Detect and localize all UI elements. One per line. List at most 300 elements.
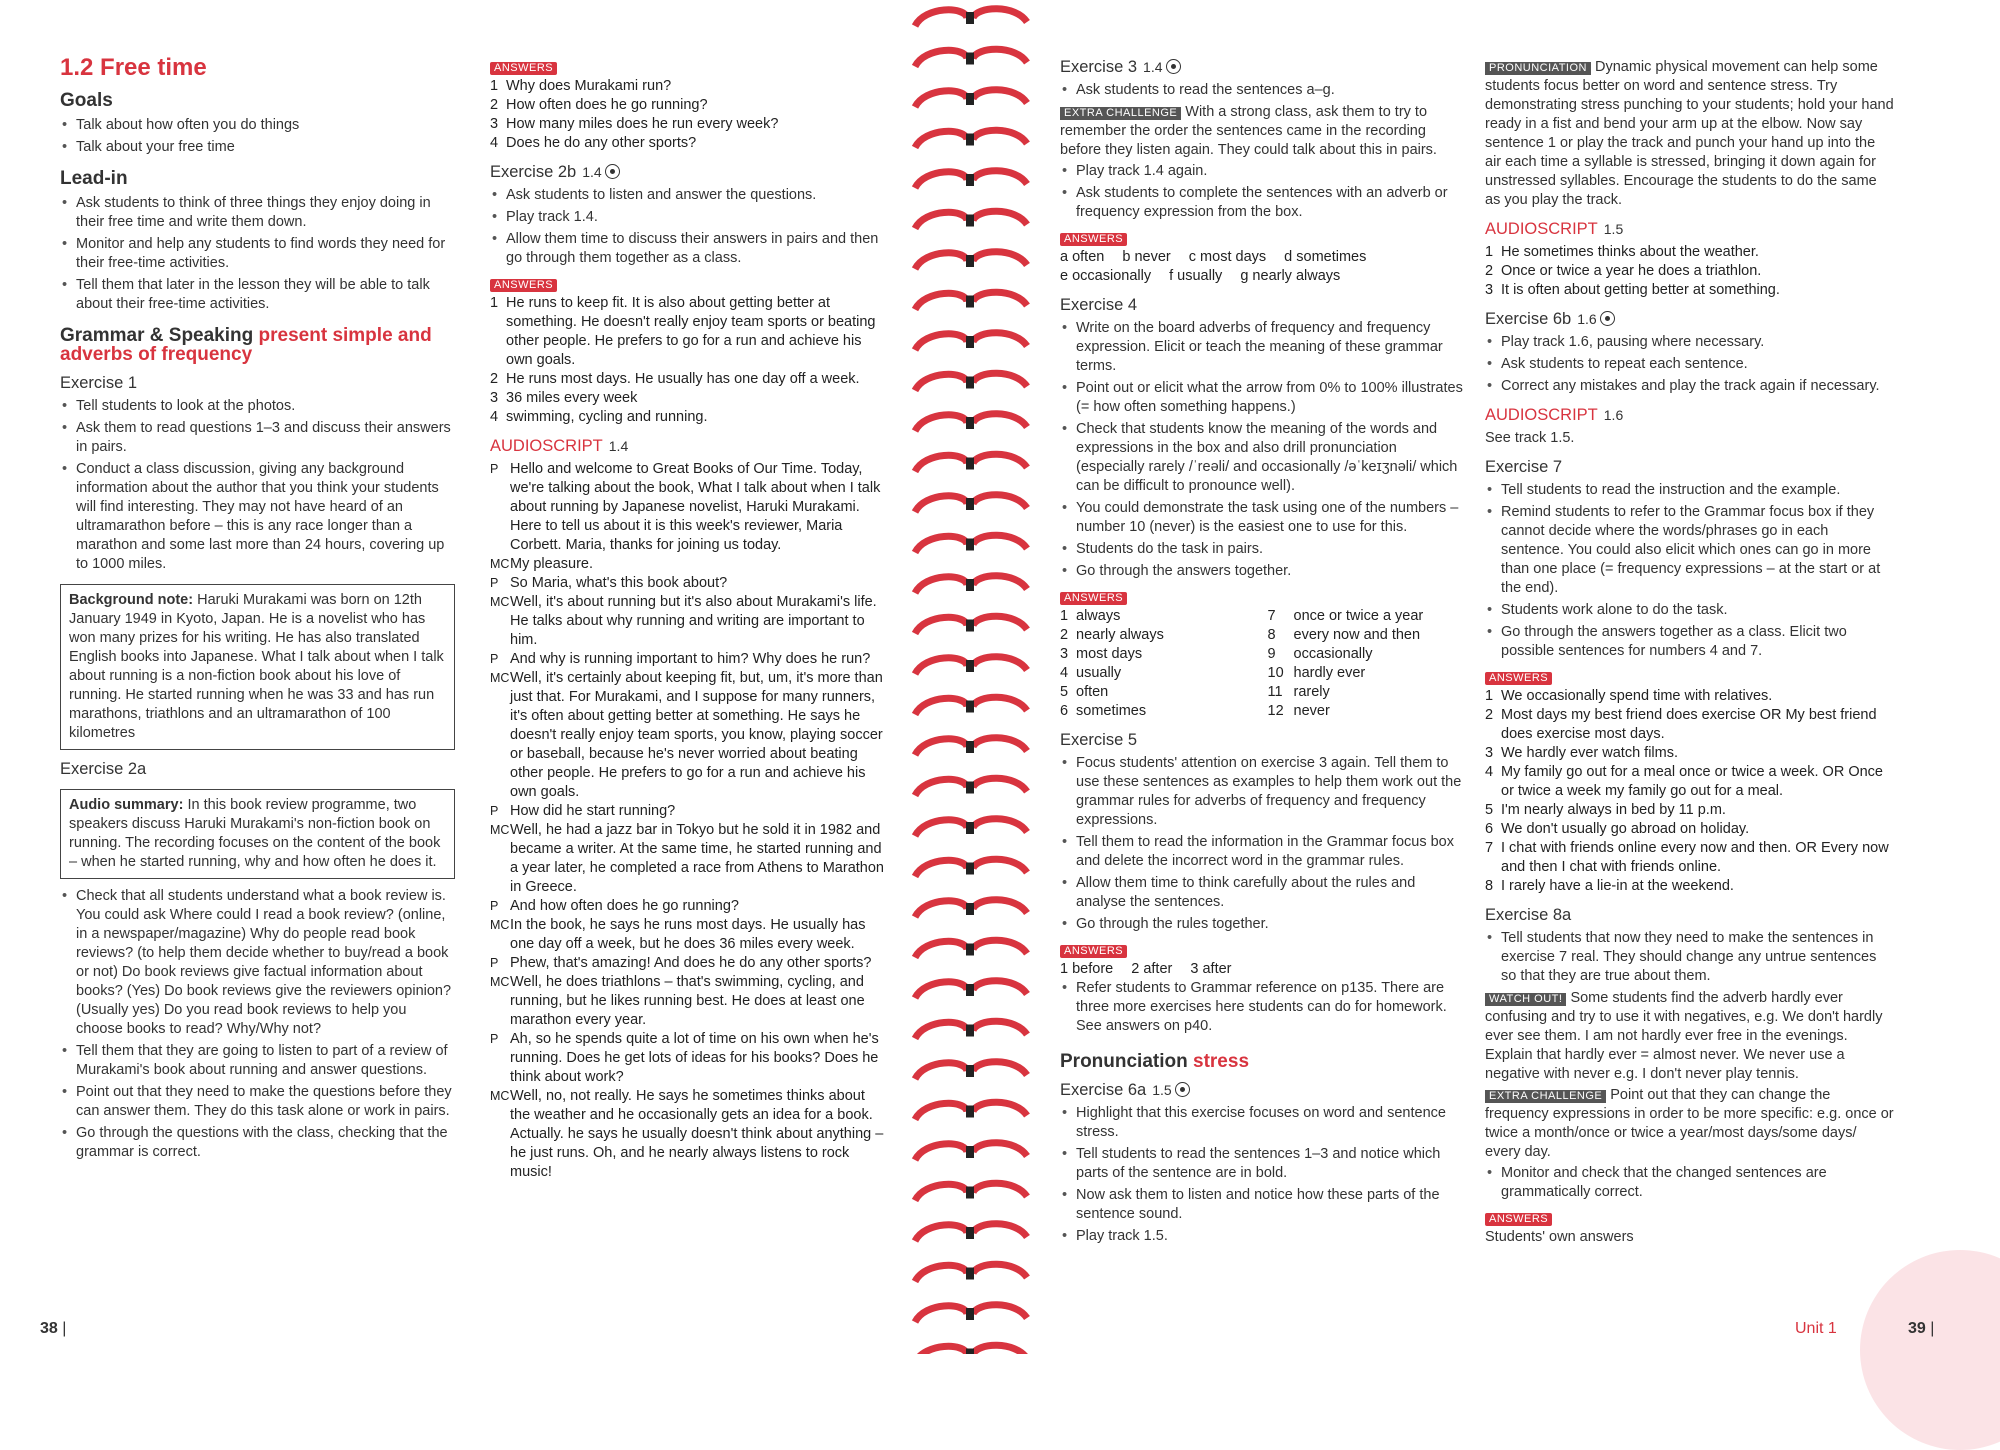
- spiral-hole: [966, 1025, 974, 1037]
- spiral-hole: [966, 741, 974, 753]
- spiral-hole: [966, 296, 974, 308]
- spiral-hole: [966, 1187, 974, 1199]
- spiral-hole: [966, 822, 974, 834]
- exercise-2b-list: [490, 186, 885, 268]
- exercise-3-list: [1060, 81, 1465, 100]
- audio-summary-label: Audio summary:: [69, 797, 184, 813]
- page-number-left: 38 |: [40, 1320, 67, 1337]
- goals-list: [60, 116, 455, 157]
- final-answer: Students' own answers: [1485, 1229, 1634, 1245]
- answer-item: 2 after: [1131, 961, 1173, 977]
- list-item: • Ask students to read the sentences a–g.: [1060, 81, 1465, 100]
- corner-decoration: [1860, 1250, 2000, 1450]
- audioscript-1-6-text: See track 1.5.: [1485, 430, 1575, 446]
- exercise-1-heading: Exercise 1: [60, 374, 138, 392]
- left-page-column-2: [490, 58, 885, 1182]
- section-title: 1.2 Free time: [60, 54, 207, 81]
- item-text: He runs most days. He usually has one day off a week.: [506, 371, 860, 387]
- track-number: 1.4: [608, 438, 629, 454]
- spiral-hole: [966, 215, 974, 227]
- spiral-hole: [966, 660, 974, 672]
- audio-disc-icon: [1175, 1082, 1190, 1097]
- item-text: Why does Murakami run?: [506, 78, 672, 94]
- grammar-topic: present simple and adverbs of frequency: [60, 325, 432, 365]
- exercise-6a-heading: [1060, 1081, 1465, 1100]
- track-number: 1.6: [1603, 407, 1624, 423]
- list-item: [1268, 683, 1466, 702]
- item-number: 5: [1060, 684, 1069, 700]
- spiral-hole: [966, 1349, 974, 1355]
- track-number: 1.6: [1577, 311, 1597, 327]
- exercise-4-list: [1060, 319, 1465, 581]
- spiral-hole: [966, 984, 974, 996]
- spiral-hole: [966, 377, 974, 389]
- grammar-speaking-label: Grammar & Speaking: [60, 325, 254, 346]
- line-text: Phew, that's amazing! And does he do any other sports?: [510, 955, 872, 971]
- item-text: Once or twice a year he does a triathlon.: [1501, 263, 1762, 279]
- list-item: • Highlight that this exercise focuses on word and sentence stress.: [1060, 1104, 1465, 1142]
- list-item: • Ask them to read questions 1–3 and discuss their answers in pairs.: [60, 419, 455, 457]
- audioscript-1-6-heading: [1485, 406, 1895, 425]
- speaker: MC: [490, 1089, 510, 1103]
- item-text: hardly ever: [1293, 665, 1366, 681]
- spiral-hole: [966, 863, 974, 875]
- exercise-2a-list: [60, 887, 455, 1162]
- answers-list: [490, 77, 885, 153]
- item-text: sometimes: [1076, 703, 1147, 719]
- item-number: 3: [1060, 646, 1069, 662]
- page-number-text: 38: [40, 1320, 58, 1337]
- list-item: [1485, 687, 1895, 706]
- list-item: • Focus students' attention on exercise 3 again. Tell them to use these sentences as examples to help them work out the grammar rules for adverbs of frequency and frequency expressions.: [1060, 754, 1465, 830]
- answers-tag: ANSWERS: [1060, 592, 1127, 605]
- item-text: I'm nearly always in bed by 11 p.m.: [1501, 802, 1726, 818]
- list-item: • Tell students that now they need to make the sentences in exercise 7 real. They should change any untrue sentences so that they are true about them.: [1485, 929, 1895, 986]
- exercise-3-answers-row-2: [1060, 267, 1465, 286]
- right-page-column-1: [1060, 58, 1465, 1249]
- list-item: [490, 115, 885, 134]
- script-line: [490, 650, 885, 669]
- spiral-hole: [966, 782, 974, 794]
- answer-item: a often: [1060, 249, 1105, 265]
- answer-item: b never: [1122, 249, 1171, 265]
- script-line: [490, 1087, 885, 1182]
- list-item: • Play track 1.4 again.: [1060, 162, 1465, 181]
- answers-tag: ANSWERS: [1485, 1213, 1552, 1226]
- list-item: • Correct any mistakes and play the track again if necessary.: [1485, 377, 1895, 396]
- footer-unit: Unit 1: [1795, 1320, 1837, 1337]
- spiral-hole: [966, 1146, 974, 1158]
- audio-summary-box: [60, 789, 455, 879]
- item-text: most days: [1076, 646, 1143, 662]
- item-text: Most days my best friend does exercise OR My best friend does exercise most days.: [1501, 707, 1877, 742]
- list-item: [1485, 262, 1895, 281]
- item-number: 11: [1267, 684, 1283, 700]
- exercise-5-after-list: [1060, 979, 1465, 1036]
- item-text: My family go out for a meal once or twice a week. OR Once or twice a week my family go out for a meal.: [1501, 764, 1883, 799]
- exercise-3-answers-row-1: [1060, 248, 1465, 267]
- list-item: • Play track 1.5.: [1060, 1227, 1465, 1246]
- item-text: How many miles does he run every week?: [506, 116, 779, 132]
- list-item: [1268, 645, 1466, 664]
- list-item: • Point out that they need to make the questions before they can answer them. They do this task alone or work in pairs.: [60, 1083, 455, 1121]
- list-item: [1485, 801, 1895, 820]
- item-text: every now and then: [1293, 627, 1421, 643]
- item-text: We occasionally spend time with relatives.: [1501, 688, 1773, 704]
- answer-item: c most days: [1188, 249, 1267, 265]
- exercise-1-list: [60, 397, 455, 574]
- line-text: In the book, he says he runs most days. He usually has one day off a week, but he does 36 miles every week.: [510, 917, 866, 952]
- list-item: • Check that all students understand what a book review is. You could ask Where could I read a book review? (online, in a newspaper/magazine) Why do people read book reviews? (to help them decide whether to buy/read a book or not) Do book reviews give factual information about books? (Yes) Do book reviews give the reviewers opinion? (Usually yes) Do you read book reviews to help you choose books to read? Why/Why not?: [60, 887, 455, 1039]
- spiral-hole: [966, 417, 974, 429]
- list-item: [490, 370, 885, 389]
- exercise-6b-title: Exercise 6b: [1485, 310, 1572, 328]
- spiral-hole: [966, 903, 974, 915]
- answers-tag: ANSWERS: [490, 62, 557, 75]
- list-item: • Ask students to think of three things they enjoy doing in their free time and write them down.: [60, 194, 455, 232]
- audioscript-title: AUDIOSCRIPT: [1485, 406, 1598, 424]
- spiral-hole: [966, 255, 974, 267]
- audioscript-title: AUDIOSCRIPT: [1485, 220, 1598, 238]
- exercise-5-heading: Exercise 5: [1060, 731, 1138, 749]
- list-item: • Refer students to Grammar reference on p135. There are three more exercises here students can do for homework. See answers on p40.: [1060, 979, 1465, 1036]
- item-number: 1: [490, 295, 499, 311]
- list-item: [490, 389, 885, 408]
- speaker: MC: [490, 557, 510, 571]
- audioscript-title: AUDIOSCRIPT: [490, 437, 603, 455]
- item-number: 5: [1485, 802, 1494, 818]
- speaker: P: [490, 804, 499, 818]
- exercise-3-title: Exercise 3: [1060, 58, 1138, 76]
- track-number: 1.5: [1603, 221, 1624, 237]
- list-item: • Talk about your free time: [60, 138, 455, 157]
- list-item: [1485, 281, 1895, 300]
- item-text: 36 miles every week: [506, 390, 638, 406]
- answer-item: 3 after: [1190, 961, 1232, 977]
- pronunciation-note: [1485, 58, 1895, 210]
- item-text: never: [1293, 703, 1330, 719]
- spiral-hole: [966, 174, 974, 186]
- list-item: • Conduct a class discussion, giving any background information about the author that you think your students will find interesting. They may not have heard of an ultramarathon before – this is any race longer than a marathon and some last more than 24 hours, covering up to 1000 miles.: [60, 460, 455, 574]
- spiral-hole: [966, 93, 974, 105]
- item-text: always: [1076, 608, 1121, 624]
- speaker: P: [490, 462, 499, 476]
- list-item: • Tell students to read the instruction and the example.: [1485, 481, 1895, 500]
- line-text: Well, he had a jazz bar in Tokyo but he sold it in 1982 and became a writer. At the same time, he started running and a year later, he completed a race from Athens to Marathon in Greece.: [510, 822, 884, 895]
- pronunciation-label: Pronunciation: [1060, 1051, 1188, 1072]
- page-number-text: 39: [1908, 1320, 1926, 1337]
- answers-list-left: [1060, 607, 1258, 721]
- item-text: He runs to keep fit. It is also about getting better at something. He doesn't really enjoy team sports or beating other people. He prefers to go for a run and achieve his own goals.: [506, 295, 876, 368]
- item-text: I chat with friends online every now and then. OR Every now and then I chat with friends online.: [1501, 840, 1889, 875]
- script-line: [490, 954, 885, 973]
- exercise-2a-heading: Exercise 2a: [60, 760, 147, 778]
- line-text: Well, no, not really. He says he sometimes thinks about the weather and he occasionally gets an idea for a book. Actually. he says he usually doesn't think about anything – he just runs. Oh, and he nearly always listens to rock music!: [510, 1088, 884, 1180]
- background-note-label: Background note:: [69, 592, 194, 608]
- item-number: 3: [1485, 745, 1494, 761]
- grammar-speaking-heading: [60, 326, 455, 364]
- spiral-hole: [966, 1227, 974, 1239]
- list-item: [1060, 607, 1258, 626]
- answers-tag: ANSWERS: [490, 279, 557, 292]
- exercise-6b-list: [1485, 333, 1895, 396]
- item-number: 2: [490, 97, 499, 113]
- item-number: 1: [1485, 244, 1494, 260]
- answers-list: [490, 294, 885, 427]
- list-item: [1060, 664, 1258, 683]
- list-item: [490, 408, 885, 427]
- page-number-right: 39 |: [1908, 1320, 1935, 1337]
- item-number: 2: [1485, 263, 1494, 279]
- background-note-text: Haruki Murakami was born on 12th January 1949 in Kyoto, Japan. He is a novelist who has won many prizes for his writing. He has also translated English books into Japanese. What I talk about when I talk about running is a non-fiction book about his love of running. He started running when he was 33 and has run marathons, triathlons and an ultramarathon of 100 kilometres: [69, 592, 444, 741]
- item-number: 7: [1485, 840, 1494, 856]
- spiral-hole: [966, 701, 974, 713]
- list-item: • Go through the rules together.: [1060, 915, 1465, 934]
- pronunciation-heading: [1060, 1052, 1465, 1071]
- speaker: MC: [490, 671, 510, 685]
- spiral-hole: [966, 12, 974, 24]
- right-page-column-2: [1485, 58, 1895, 1249]
- exercise-5-answers: [1060, 960, 1465, 979]
- list-item: • You could demonstrate the task using one of the numbers – number 10 (never) is the easiest one to use for this.: [1060, 499, 1465, 537]
- extra-challenge-text: With a strong class, ask them to try to remember the order the sentences came in the recording before they listen again. They could talk about this in pairs.: [1060, 104, 1437, 158]
- speaker: MC: [490, 823, 510, 837]
- item-text: once or twice a year: [1293, 608, 1424, 624]
- script-line: [490, 897, 885, 916]
- audioscript-1-5-list: [1485, 243, 1895, 300]
- script-line: [490, 973, 885, 1030]
- item-number: 6: [1485, 821, 1494, 837]
- exercise-4-answers: [1060, 607, 1465, 721]
- script-line: [490, 574, 885, 593]
- answer-item: d sometimes: [1284, 249, 1367, 265]
- script-line: [490, 821, 885, 897]
- item-number: 3: [1485, 282, 1494, 298]
- spiral-hole: [966, 53, 974, 65]
- list-item: • Play track 1.6, pausing where necessary.: [1485, 333, 1895, 352]
- spiral-hole: [966, 944, 974, 956]
- list-item: [1485, 877, 1895, 896]
- track-number: 1.4: [1143, 59, 1163, 75]
- list-item: • Write on the board adverbs of frequency and frequency expression. Elicit or teach the meaning of these grammar terms.: [1060, 319, 1465, 376]
- list-item: [1060, 702, 1258, 721]
- answers-tag: ANSWERS: [1060, 945, 1127, 958]
- speaker: P: [490, 576, 499, 590]
- list-item: • Ask students to repeat each sentence.: [1485, 355, 1895, 374]
- list-item: [490, 294, 885, 370]
- item-text: I rarely have a lie-in at the weekend.: [1501, 878, 1734, 894]
- spiral-hole: [966, 579, 974, 591]
- list-item: • Tell them to read the information in the Grammar focus box and delete the incorrect word in the grammar rules.: [1060, 833, 1465, 871]
- list-item: [490, 96, 885, 115]
- item-number: 4: [1060, 665, 1069, 681]
- script-line: [490, 460, 885, 555]
- extra-challenge-tag: EXTRA CHALLENGE: [1485, 1090, 1606, 1103]
- left-page-column-1: [60, 54, 455, 1165]
- pronunciation-topic: stress: [1193, 1051, 1250, 1072]
- item-number: 10: [1267, 665, 1284, 681]
- answers-tag: ANSWERS: [1485, 672, 1552, 685]
- line-text: Well, it's certainly about keeping fit, but, um, it's more than just that. For Murakami, and I suppose for many runners, it's often about getting better at something. He says he doesn't really enjoy team sports, you know, playing soccer or baseball, because he's never worried about beating other people. He prefers to go for a run and achieve his own goals.: [510, 670, 883, 800]
- spiral-hole: [966, 498, 974, 510]
- exercise-4-heading: Exercise 4: [1060, 296, 1138, 314]
- script-line: [490, 669, 885, 802]
- answer-item: g nearly always: [1240, 268, 1341, 284]
- script-line: [490, 802, 885, 821]
- list-item: • Ask students to complete the sentences with an adverb or frequency expression from the box.: [1060, 184, 1465, 222]
- list-item: [1060, 683, 1258, 702]
- background-note-box: [60, 584, 455, 750]
- spiral-hole: [966, 336, 974, 348]
- item-number: 4: [490, 135, 499, 151]
- speaker: MC: [490, 975, 510, 989]
- list-item: • Students work alone to do the task.: [1485, 601, 1895, 620]
- spiral-hole: [966, 1268, 974, 1280]
- answer-item: 1 before: [1060, 961, 1114, 977]
- spiral-hole: [966, 539, 974, 551]
- list-item: • Students do the task in pairs.: [1060, 540, 1465, 559]
- list-item: [1485, 839, 1895, 877]
- item-number: 2: [1060, 627, 1069, 643]
- script-line: [490, 916, 885, 954]
- item-text: Does he do any other sports?: [506, 135, 697, 151]
- list-item: [1485, 820, 1895, 839]
- spiral-binding: [905, 0, 1035, 1354]
- spiral-hole: [966, 1308, 974, 1320]
- list-item: [490, 134, 885, 153]
- list-item: [1268, 607, 1466, 626]
- list-item: [1485, 706, 1895, 744]
- exercise-8a-list: [1485, 929, 1895, 986]
- item-number: 6: [1060, 703, 1069, 719]
- extra-challenge-note: [1060, 103, 1465, 160]
- line-text: Ah, so he spends quite a lot of time on his own when he's running. Does he get lots of ideas for his books? Does he think about work?: [510, 1031, 879, 1085]
- leadin-list: [60, 194, 455, 314]
- line-text: Hello and welcome to Great Books of Our Time. Today, we're talking about the book, What I talk about when I talk about running by Japanese novelist, Haruki Murakami. Here to tell us about it is this week's reviewer, Maria Corbett. Maria, thanks for joining us today.: [510, 461, 881, 553]
- line-text: And why is running important to him? Why does he run?: [510, 651, 871, 667]
- spiral-hole: [966, 1106, 974, 1118]
- watch-out-text: Some students find the adverb hardly ever confusing and try to use it with negatives, e.g. We don't hardly ever see them. I am not hardly ever free in the evenings. Explain that hardly ever = almost never. We never use a negative with never e.g. I don't never play tennis.: [1485, 990, 1883, 1082]
- item-text: often: [1076, 684, 1109, 700]
- list-item: • Allow them time to discuss their answers in pairs and then go through them together as a class.: [490, 230, 885, 268]
- item-number: 1: [1485, 688, 1494, 704]
- exercise-7-list: [1485, 481, 1895, 661]
- item-text: It is often about getting better at something.: [1501, 282, 1780, 298]
- exercise-8a-list-b: [1485, 1164, 1895, 1202]
- item-text: usually: [1076, 665, 1122, 681]
- script-line: [490, 1030, 885, 1087]
- spiral-hole: [966, 620, 974, 632]
- list-item: [1485, 744, 1895, 763]
- exercise-2b-heading: [490, 163, 885, 182]
- goals-heading: Goals: [60, 90, 113, 111]
- list-item: • Go through the answers together.: [1060, 562, 1465, 581]
- list-item: • Tell students to look at the photos.: [60, 397, 455, 416]
- item-text: We hardly ever watch films.: [1501, 745, 1679, 761]
- item-text: nearly always: [1076, 627, 1164, 643]
- spiral-hole: [966, 1065, 974, 1077]
- audio-disc-icon: [605, 164, 620, 179]
- item-number: 12: [1267, 703, 1284, 719]
- item-number: 1: [1060, 608, 1069, 624]
- answers-tag: ANSWERS: [1060, 233, 1127, 246]
- list-item: • Now ask them to listen and notice how these parts of the sentence sound.: [1060, 1186, 1465, 1224]
- list-item: • Monitor and help any students to find words they need for their free-time activities.: [60, 235, 455, 273]
- track-number: 1.4: [582, 164, 602, 180]
- audioscript: [490, 460, 885, 1182]
- line-text: Well, it's about running but it's also about Murakami's life. He talks about why running and writing are important to him.: [510, 594, 877, 648]
- list-item: • Go through the answers together as a class. Elicit two possible sentences for numbers 4 and 7.: [1485, 623, 1895, 661]
- answer-item: f usually: [1169, 268, 1223, 284]
- item-text: We don't usually go abroad on holiday.: [1501, 821, 1750, 837]
- leadin-heading: Lead-in: [60, 168, 128, 189]
- exercise-2b-title: Exercise 2b: [490, 163, 577, 181]
- extra-challenge-note: [1485, 1086, 1895, 1162]
- speaker: P: [490, 1032, 499, 1046]
- list-item: [490, 77, 885, 96]
- list-item: [1485, 763, 1895, 801]
- speaker: P: [490, 652, 499, 666]
- script-line: [490, 555, 885, 574]
- exercise-7-heading: Exercise 7: [1485, 458, 1563, 476]
- exercise-5-list: [1060, 754, 1465, 934]
- exercise-7-answers: [1485, 687, 1895, 896]
- list-item: • Talk about how often you do things: [60, 116, 455, 135]
- extra-challenge-tag: EXTRA CHALLENGE: [1060, 107, 1181, 120]
- item-number: 4: [1485, 764, 1494, 780]
- exercise-6a-title: Exercise 6a: [1060, 1081, 1147, 1099]
- item-number: 4: [490, 409, 499, 425]
- list-item: [1485, 243, 1895, 262]
- exercise-6b-heading: [1485, 310, 1895, 329]
- list-item: [1060, 645, 1258, 664]
- item-number: 3: [490, 390, 499, 406]
- list-item: • Tell them that they are going to listen to part of a review of Murakami's book about running and answer questions.: [60, 1042, 455, 1080]
- script-line: [490, 593, 885, 650]
- line-text: Well, he does triathlons – that's swimming, cycling, and running, but he likes running best. He does at least one marathon every year.: [510, 974, 865, 1028]
- list-item: • Tell students to read the sentences 1–3 and notice which parts of the sentence are in bold.: [1060, 1145, 1465, 1183]
- exercise-3-list-b: [1060, 162, 1465, 222]
- audio-disc-icon: [1600, 311, 1615, 326]
- item-number: 7: [1267, 608, 1276, 624]
- watch-out-tag: WATCH OUT!: [1485, 993, 1566, 1006]
- speaker: P: [490, 956, 499, 970]
- list-item: • Point out or elicit what the arrow from 0% to 100% illustrates (= how often something happens.): [1060, 379, 1465, 417]
- audioscript-heading: [490, 437, 885, 456]
- item-text: rarely: [1293, 684, 1330, 700]
- list-item: • Ask students to listen and answer the questions.: [490, 186, 885, 205]
- watch-out-note: [1485, 989, 1895, 1084]
- item-number: 1: [490, 78, 499, 94]
- item-number: 2: [1485, 707, 1494, 723]
- audioscript-1-5-heading: [1485, 220, 1895, 239]
- answers-list-right: [1268, 607, 1466, 721]
- line-text: And how often does he go running?: [510, 898, 739, 914]
- line-text: My pleasure.: [510, 556, 594, 572]
- audio-disc-icon: [1166, 59, 1181, 74]
- list-item: • Check that students know the meaning of the words and expressions in the box and also drill pronunciation (especially rarely /ˈreəli/ and occasionally /əˈkeɪʒnəli/ which can be difficult to pronounce well).: [1060, 420, 1465, 496]
- item-text: How often does he go running?: [506, 97, 708, 113]
- list-item: • Go through the questions with the class, checking that the grammar is correct.: [60, 1124, 455, 1162]
- list-item: [1268, 664, 1466, 683]
- speaker: P: [490, 899, 499, 913]
- item-text: swimming, cycling and running.: [506, 409, 708, 425]
- pronunciation-tag: PRONUNCIATION: [1485, 62, 1591, 75]
- item-text: He sometimes thinks about the weather.: [1501, 244, 1759, 260]
- exercise-3-heading: [1060, 58, 1465, 77]
- item-number: 9: [1267, 646, 1276, 662]
- spiral-hole: [966, 458, 974, 470]
